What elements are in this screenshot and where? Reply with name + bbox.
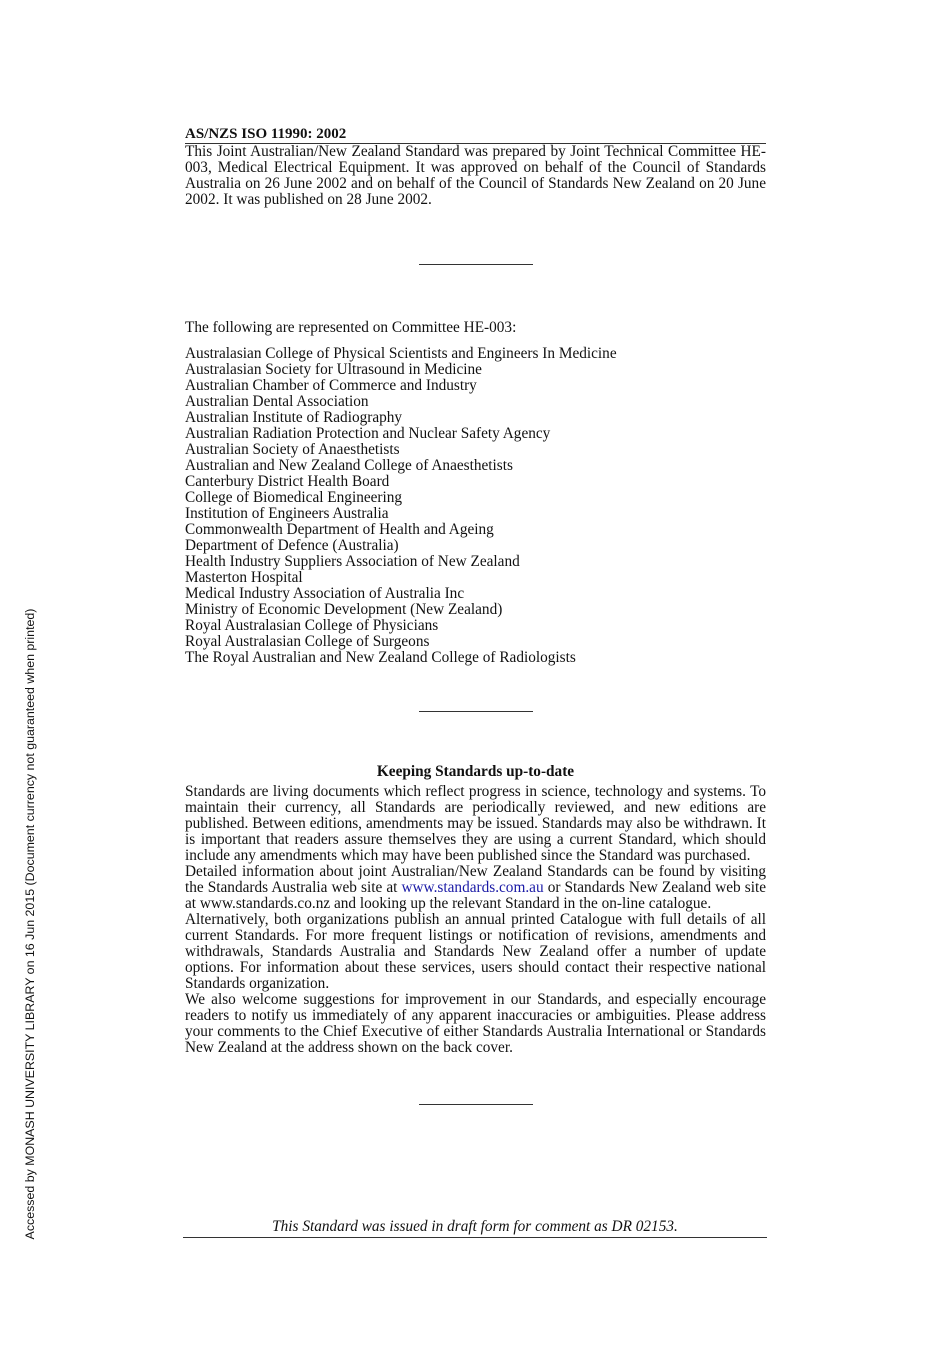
committee-member: Australian Dental Association (185, 393, 369, 410)
committee-member: Health Industry Suppliers Association of New Zealand (185, 553, 520, 570)
committee-member: Australian Society of Anaesthetists (185, 441, 400, 458)
committee-member: Institution of Engineers Australia (185, 505, 389, 522)
committee-member: Masterton Hospital (185, 569, 303, 586)
document-body (185, 126, 766, 1105)
committee-member: Commonwealth Department of Health and Ageing (185, 521, 494, 538)
keeping-standards-body (185, 784, 766, 1056)
paragraph-living-documents: Standards are living documents which reflect progress in science, technology and systems. To maintain their currency, all Standards are periodically reviewed, and new editions are published. Between editions, amendments may be issued. Standards may also be withdrawn. It is important that readers assure themselves they are using a current Standard, which should include any amendments which may have been published since the Standard was purchased. (185, 783, 766, 864)
committee-member-list (185, 346, 766, 666)
standards-australia-link[interactable]: www.standards.com.au (401, 879, 544, 896)
committee-member: The Royal Australian and New Zealand College of Radiologists (185, 649, 576, 666)
paragraph-detailed-information (185, 864, 766, 912)
committee-member: College of Biomedical Engineering (185, 489, 403, 506)
committee-intro: The following are represented on Committee HE-003: (185, 319, 517, 336)
committee-member: Australasian Society for Ultrasound in Medicine (185, 361, 482, 378)
committee-member: Australian and New Zealand College of Anaesthetists (185, 457, 513, 474)
access-watermark: Accessed by MONASH UNIVERSITY LIBRARY on 16 Jun 2015 (Document currency not guaranteed when printed) (23, 608, 37, 1240)
committee-member: Canterbury District Health Board (185, 473, 390, 490)
draft-note: This Standard was issued in draft form for comment as DR 02153. (183, 1219, 767, 1238)
committee-member: Australian Chamber of Commerce and Industry (185, 377, 477, 394)
paragraph-catalogue: Alternatively, both organizations publish an annual printed Catalogue with full details of all current Standards. For more frequent listings or notification of revisions, amendments and withdrawals, Standards Australia and Standards New Zealand offer a number of update options. For information about these services, users should contact their respective national Standards organization. (185, 911, 766, 992)
committee-member: Royal Australasian College of Physicians (185, 617, 439, 634)
committee-member: Australasian College of Physical Scientists and Engineers In Medicine (185, 345, 617, 362)
standard-identifier: AS/NZS ISO 11990: 2002 (185, 126, 766, 144)
keeping-standards-heading: Keeping Standards up-to-date (376, 763, 575, 780)
committee-member: Australian Institute of Radiography (185, 409, 403, 426)
paragraph-text: Detailed information about joint Australian/New Zealand Standards can be found by visiting the Standards Australia web site at (185, 863, 766, 896)
section-divider (419, 1104, 533, 1105)
committee-member: Australian Radiation Protection and Nuclear Safety Agency (185, 425, 551, 442)
preparation-text: This Joint Australian/New Zealand Standard was prepared by Joint Technical Committee HE-003, Medical Electrical Equipment. It was approved on behalf of the Council of Standards Australia on 26 June 2002 and on behalf of the Council of Standards New Zealand on 20 June 2002. It was published on 28 June 2002. (185, 143, 766, 208)
committee-member: Royal Australasian College of Surgeons (185, 633, 430, 650)
preparation-statement (185, 144, 766, 208)
committee-member: Medical Industry Association of Australia Inc (185, 585, 465, 602)
committee-member: Department of Defence (Australia) (185, 537, 399, 554)
paragraph-suggestions: We also welcome suggestions for improvement in our Standards, and especially encourage readers to notify us immediately of any apparent inaccuracies or ambiguities. Please address your comments to the Chief Executive of either Standards Australia International or Standards New Zealand at the address shown on the back cover. (185, 991, 766, 1056)
committee-member: Ministry of Economic Development (New Zealand) (185, 601, 503, 618)
paragraph-text: or Standards New Zealand web site at www.standards.co.nz and looking up the relevant Standard in the on-line catalogue. (185, 879, 766, 912)
